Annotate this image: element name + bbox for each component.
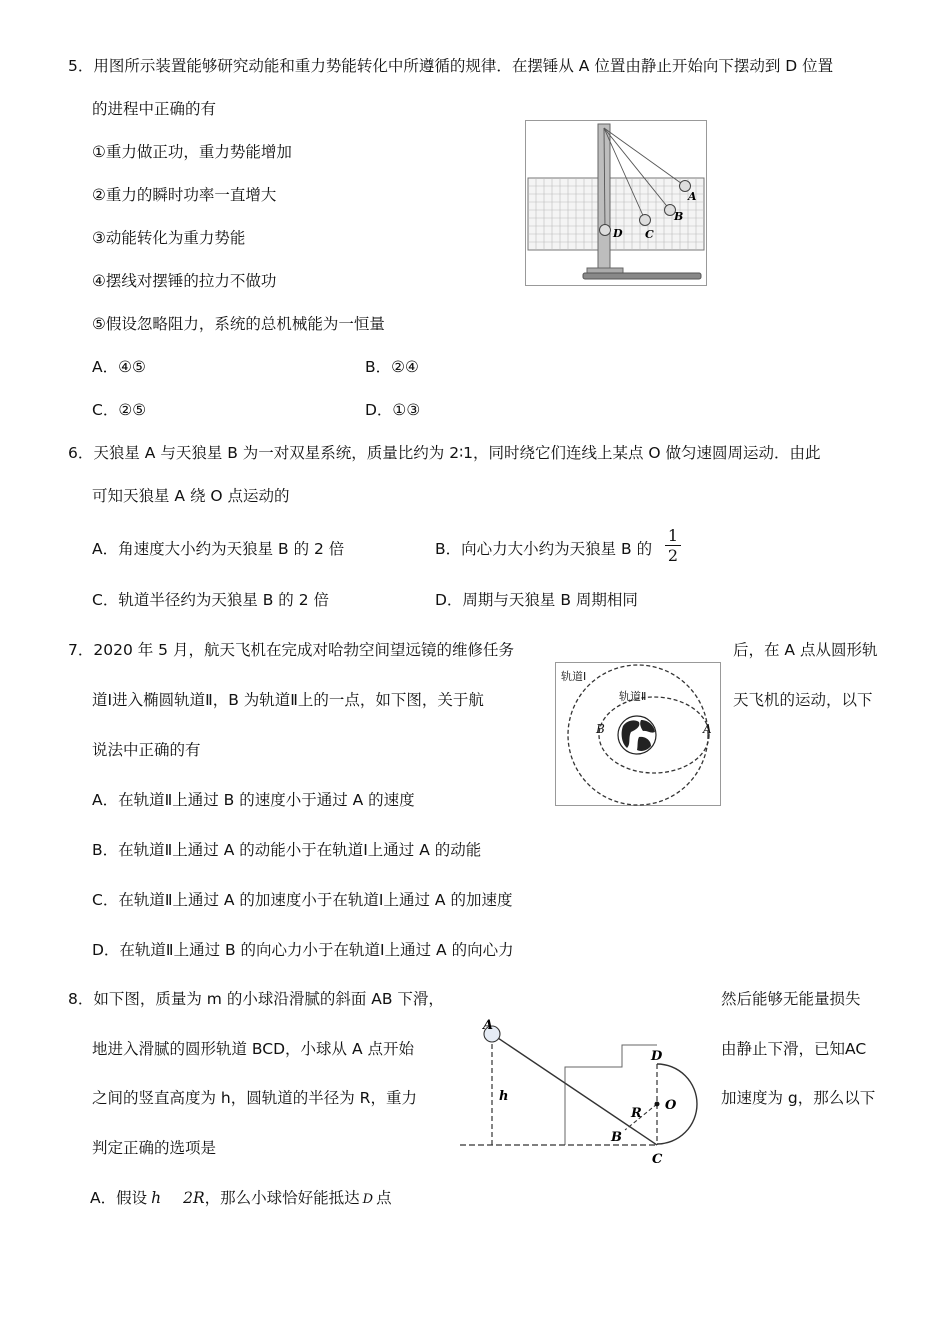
- q6-stem-line2: 可知天狼星 A 绕 O 点运动的: [92, 487, 290, 505]
- label-d: D: [613, 227, 623, 240]
- q5-option-b: B．②④: [365, 358, 419, 376]
- q7-stem-line2b: 天飞机的运动，以下: [733, 691, 873, 709]
- label-c: C: [652, 1152, 663, 1167]
- q6-fraction-numerator: 1: [667, 526, 679, 545]
- q5-stem-line2: 的进程中正确的有: [92, 100, 217, 118]
- q7-option-d: D．在轨道Ⅱ上通过 B 的向心力小于在轨道Ⅰ上通过 A 的向心力: [92, 941, 514, 959]
- q5-statement-3: ③动能转化为重力势能: [92, 229, 246, 247]
- q8-stem-line3a: 之间的竖直高度为 h，圆轨道的半径为 R，重力: [92, 1089, 417, 1107]
- bob-d: [600, 225, 611, 236]
- q8-option-a-d: D: [362, 1192, 374, 1207]
- q5-statement-1: ①重力做正功，重力势能增加: [92, 143, 292, 161]
- center-dot: [655, 1102, 660, 1107]
- label-a: A: [483, 1018, 494, 1033]
- q7-stem-line1a: 7．2020 年 5 月，航天飞机在完成对哈勃空间望远镜的维修任务: [68, 641, 514, 659]
- q8-stem-line1a: 8．如下图，质量为 m 的小球沿滑腻的斜面 AB 下滑，: [68, 990, 444, 1008]
- q8-option-a-prefix: A．假设: [90, 1189, 148, 1207]
- q5-option-c: C．②⑤: [92, 401, 147, 419]
- label-b: B: [611, 1130, 622, 1145]
- label-a: A: [688, 190, 697, 203]
- q6-stem-line1: 6．天狼星 A 与天狼星 B 为一对双星系统，质量比约为 2∶1，同时绕它们连线上某点 O 做匀速圆周运动．由此: [68, 444, 821, 462]
- pendulum-apparatus-figure: [525, 120, 707, 286]
- q8-option-a: [90, 1188, 392, 1210]
- bob-c: [640, 215, 651, 226]
- point-b-label: B: [596, 722, 605, 736]
- q8-option-a-end: 点: [376, 1189, 392, 1207]
- q7-option-c: C．在轨道Ⅱ上通过 A 的加速度小于在轨道Ⅰ上通过 A 的加速度: [92, 891, 513, 909]
- orbit-1-label: 轨道Ⅰ: [561, 670, 587, 683]
- label-o: O: [665, 1098, 677, 1113]
- incline-loop-figure: [455, 1012, 715, 1172]
- label-b: B: [674, 210, 684, 223]
- q7-option-a: A．在轨道Ⅱ上通过 B 的速度小于通过 A 的速度: [92, 791, 415, 809]
- earth-icon: [618, 716, 656, 754]
- q8-option-a-mid: ，那么小球恰好能抵达: [204, 1189, 360, 1207]
- q8-stem-line1b: 然后能够无能量损失: [721, 990, 861, 1008]
- label-c: C: [645, 228, 654, 241]
- label-h: h: [499, 1089, 509, 1104]
- point-a-label: A: [703, 722, 712, 736]
- label-d: D: [651, 1049, 663, 1064]
- q6-fraction-denominator: 2: [665, 545, 681, 566]
- loop-arc: [657, 1064, 697, 1144]
- q5-stem-line1: 5．用图所示装置能够研究动能和重力势能转化中所遵循的规律．在摆锤从 A 位置由静止开始向下摆动到 D 位置: [68, 57, 834, 75]
- q6-option-d: D．周期与天狼星 B 周期相同: [435, 591, 638, 609]
- q8-stem-line3b: 加速度为 g，那么以下: [721, 1089, 876, 1107]
- q8-option-a-2r: 2R: [183, 1189, 205, 1207]
- q7-stem-line3: 说法中正确的有: [92, 741, 201, 759]
- orbit-figure: [555, 662, 721, 806]
- q8-option-a-h: h: [151, 1189, 162, 1207]
- label-r: R: [631, 1106, 642, 1121]
- q5-option-d: D．①③: [365, 401, 421, 419]
- q8-stem-line4: 判定正确的选项是: [92, 1139, 217, 1157]
- q7-stem-line2a: 道Ⅰ进入椭圆轨道Ⅱ，B 为轨道Ⅱ上的一点，如下图，关于航: [92, 691, 484, 709]
- q6-fraction: [665, 527, 681, 566]
- q5-statement-2: ②重力的瞬时功率一直增大: [92, 186, 277, 204]
- q7-stem-line1b: 后，在 A 点从圆形轨: [733, 641, 878, 659]
- q5-statement-4: ④摆线对摆锤的拉力不做功: [92, 272, 277, 290]
- orbit-2-label: 轨道Ⅱ: [619, 690, 647, 703]
- incline-ab: [492, 1034, 657, 1145]
- q8-stem-line2a: 地进入滑腻的圆形轨道 BCD，小球从 A 点开始: [92, 1040, 415, 1058]
- q5-option-a: A．④⑤: [92, 358, 146, 376]
- q7-option-b: B．在轨道Ⅱ上通过 A 的动能小于在轨道Ⅰ上通过 A 的动能: [92, 841, 482, 859]
- q6-option-c: C．轨道半径约为天狼星 B 的 2 倍: [92, 591, 330, 609]
- q6-option-a: A．角速度大小约为天狼星 B 的 2 倍: [92, 540, 345, 558]
- q8-stem-line2b: 由静止下滑，已知AC: [721, 1040, 867, 1058]
- q5-statement-5: ⑤假设忽略阻力，系统的总机械能为一恒量: [92, 315, 385, 333]
- base-plate: [583, 273, 701, 279]
- q6-option-b: B．向心力大小约为天狼星 B 的: [435, 540, 653, 558]
